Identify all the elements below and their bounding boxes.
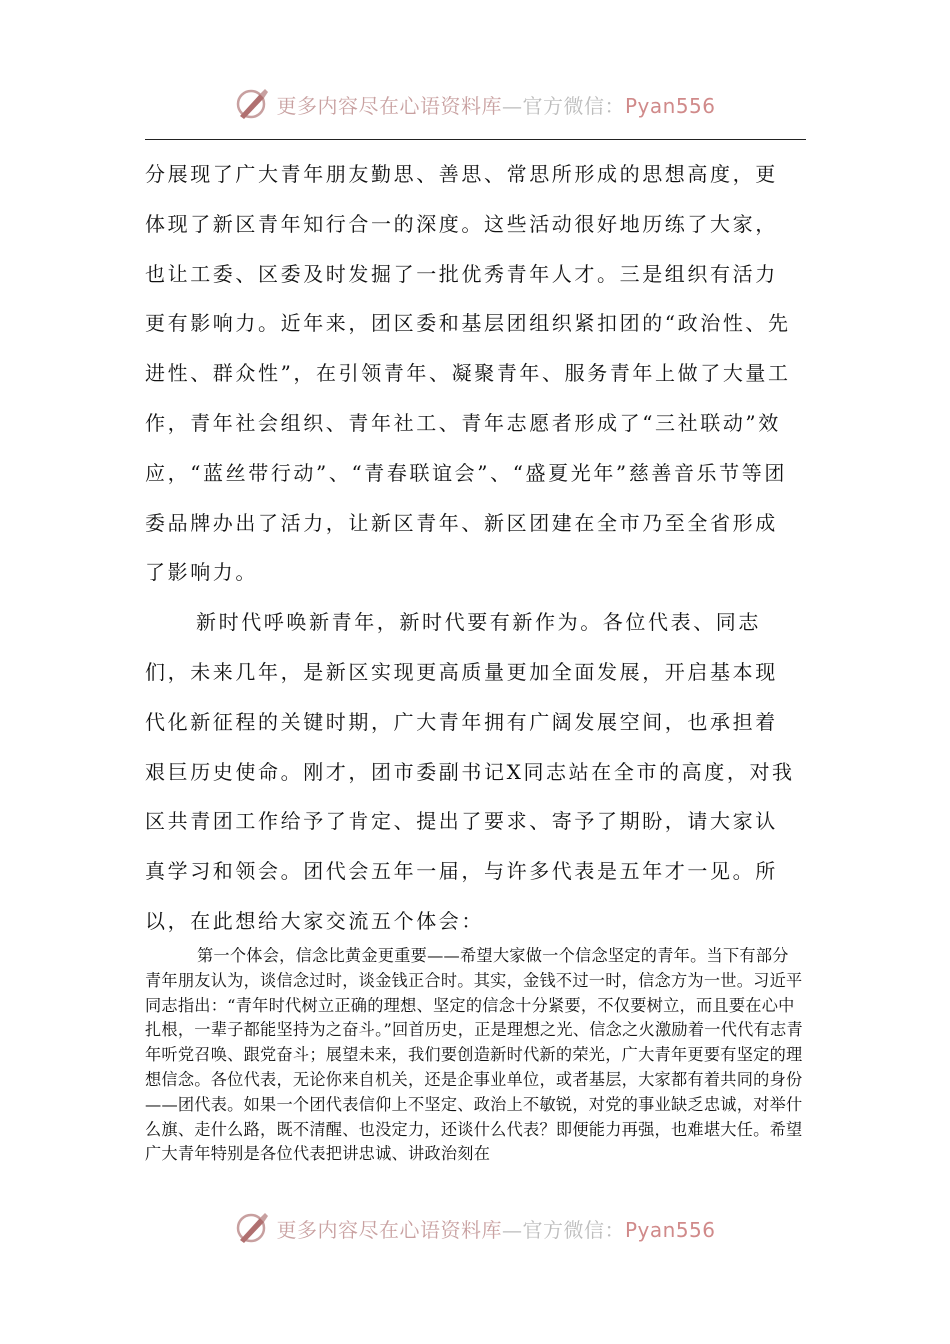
paragraph-2: 新时代呼唤新青年，新时代要有新作为。各位代表、同志们，未来几年，是新区实现更高质量更加全面发展，开启基本现代化新征程的关键时期，广大青年拥有广阔发展空间，也承担着艰巨历史使命。刚才，团市委副书记X同志站在全市的高度，对我区共青团工作给予了肯定、提出了要求、寄予了期盼，请大家认真学习和领会。团代会五年一届，与许多代表是五年才一见。所以，在此想给大家交流五个体会： (145, 610, 795, 933)
pen-logo-icon (234, 1210, 270, 1246)
document-body (145, 150, 800, 947)
banner-text: 更多内容尽在心语资料库 (276, 93, 502, 118)
header-divider (145, 139, 806, 140)
banner-separator: — (501, 1217, 523, 1242)
banner-text: 更多内容尽在心语资料库 (276, 1217, 502, 1242)
banner-official-label: 官方微信： (522, 1217, 625, 1242)
banner-wechat-id: Pyan556 (624, 93, 716, 118)
pen-logo-icon (234, 86, 270, 122)
banner-official-label: 官方微信： (522, 93, 625, 118)
footer-banner (0, 1208, 950, 1248)
banner-wechat-id: Pyan556 (624, 1217, 716, 1242)
paragraph-3: 第一个体会，信念比黄金更重要——希望大家做一个信念坚定的青年。当下有部分青年朋友认为，谈信念过时，谈金钱正合时。其实，金钱不过一时，信念方为一世。习近平同志指出：“青年时代树立正确的理想、坚定的信念十分紧要，不仅要树立，而且要在心中扎根，一辈子都能坚持为之奋斗。”回首历史，正是理想之光、信念之火激励着一代代有志青年听党召唤、跟党奋斗；展望未来，我们要创造新时代新的荣光，广大青年更要有坚定的理想信念。各位代表，无论你来自机关，还是企事业单位，或者基层，大家都有着共同的身份——团代表。如果一个团代表信仰上不坚定、政治上不敏锐，对党的事业缺乏忠诚，对举什么旗、走什么路，既不清醒、也没定力，还谈什么代表？即便能力再强，也难堪大任。希望广大青年特别是各位代表把讲忠诚、讲政治刻在 (145, 946, 803, 1164)
document-body-small (145, 944, 805, 1167)
banner-separator: — (501, 93, 523, 118)
header-banner (0, 84, 950, 124)
paragraph-1: 分展现了广大青年朋友勤思、善思、常思所形成的思想高度，更体现了新区青年知行合一的深度。这些活动很好地历练了大家，也让工委、区委及时发掘了一批优秀青年人才。三是组织有活力更有影响力。近年来，团区委和基层团组织紧扣团的“政治性、先进性、群众性”，在引领青年、凝聚青年、服务青年上做了大量工作，青年社会组织、青年社工、青年志愿者形成了“三社联动”效应，“蓝丝带行动”、“青春联谊会”、“盛夏光年”慈善音乐节等团委品牌办出了活力，让新区青年、新区团建在全市乃至全省形成了影响力。 (145, 162, 791, 585)
